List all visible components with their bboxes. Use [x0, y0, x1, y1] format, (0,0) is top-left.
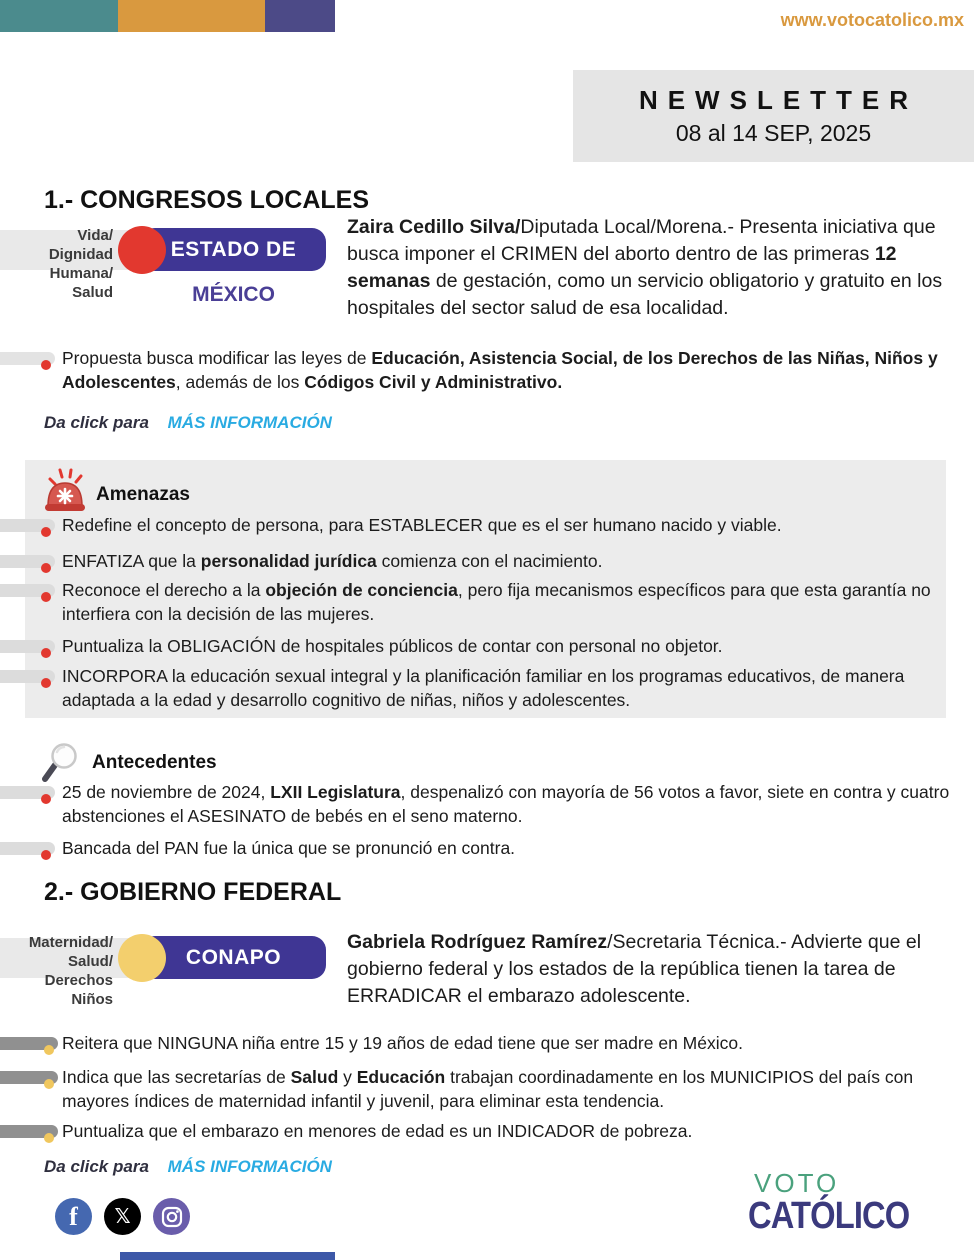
bullet-text: Puntualiza la OBLIGACIÓN de hospitales públicos de contar con personal no objetor.	[62, 636, 723, 656]
tag-line: Humana/	[49, 265, 113, 282]
voto-catolico-logo	[748, 1168, 948, 1238]
bullet-bar	[0, 640, 55, 653]
bullet-bar	[0, 842, 55, 855]
top-bar-purple	[265, 0, 335, 32]
newsletter-header-box	[573, 70, 974, 162]
tag-line: Dignidad	[48, 246, 113, 263]
bullet-text: Redefine el concepto de persona, para ESTABLECER que es el ser humano nacido y viable.	[62, 515, 782, 535]
bullet-bar	[0, 670, 55, 683]
red-dot-icon	[41, 360, 51, 370]
red-dot-icon	[41, 592, 51, 602]
red-dot-icon	[41, 850, 51, 860]
red-dot-icon	[41, 794, 51, 804]
estado-de-mexico-badge: ESTADO DE	[141, 228, 326, 271]
yellow-dot-icon	[44, 1133, 54, 1143]
tag-line: Maternidad/	[28, 934, 113, 951]
site-url-link[interactable]: www.votocatolico.mx	[780, 10, 964, 30]
section1-bullet	[0, 346, 952, 394]
bullet-text: Puntualiza que el embarazo en menores de edad es un INDICADOR de pobreza.	[62, 1121, 693, 1141]
section1-title: 1.- CONGRESOS LOCALES	[44, 186, 370, 214]
amenazas-bullet	[0, 549, 952, 573]
newsletter-title: NEWSLETTER	[638, 85, 919, 115]
section2-bullet	[0, 1065, 952, 1113]
more-info-link[interactable]: MÁS INFORMACIÓN	[167, 1157, 332, 1176]
red-dot-icon	[41, 678, 51, 688]
amenazas-bullet	[0, 634, 952, 658]
estado-de-mexico-badge-sub: MÉXICO	[192, 283, 275, 306]
bullet-bar	[0, 352, 55, 365]
tag-line: Salud/	[67, 953, 113, 970]
facebook-icon[interactable]: f	[55, 1198, 92, 1235]
bullet-text: 25 de noviembre de 2024, LXII Legislatura, despenalizó con mayoría de 56 votos a favor, siete en contra y cuatro abstenciones el ASESINATO de bebés en el seno materno.	[62, 782, 950, 826]
tag-line: Niños	[71, 991, 113, 1008]
click-prefix: Da click para	[44, 1157, 149, 1176]
tag-line: Salud	[72, 284, 113, 301]
section2-bullet	[0, 1119, 952, 1143]
red-dot-icon	[41, 563, 51, 573]
yellow-dot-icon	[44, 1045, 54, 1055]
bullet-text: Reconoce el derecho a la objeción de conciencia, pero fija mecanismos específicos para que esta garantía no interfiera con la decisión de las mujeres.	[62, 580, 931, 624]
section1-tags	[0, 226, 113, 302]
click-prefix: Da click para	[44, 413, 149, 432]
bullet-bar	[0, 786, 55, 799]
bullet-text: Bancada del PAN fue la única que se pronunció en contra.	[62, 838, 516, 858]
more-info-link[interactable]: MÁS INFORMACIÓN	[167, 413, 332, 432]
bullet-text: INCORPORA la educación sexual integral y la planificación familiar en los programas educativos, de manera adaptada a la edad y desarrollo cognitivo de niñas, niños y adolescentes.	[62, 666, 905, 710]
bullet-bar	[0, 555, 55, 568]
bullet-text: Reitera que NINGUNA niña entre 15 y 19 años de edad tiene que ser madre en México.	[62, 1033, 743, 1053]
bullet-bar	[0, 1125, 58, 1138]
top-bar-teal	[0, 0, 118, 32]
conapo-badge: CONAPO	[141, 936, 326, 979]
tag-line: Vida/	[77, 227, 113, 244]
section2-tags	[0, 933, 113, 1009]
logo-catolico: CATÓLICO	[748, 1195, 910, 1237]
bullet-bar	[0, 584, 55, 597]
antecedentes-bullet	[0, 780, 952, 828]
section2-bullet	[0, 1031, 952, 1055]
red-circle-icon	[118, 226, 166, 274]
amenazas-bullet	[0, 578, 952, 626]
section2-more-info	[44, 1157, 332, 1177]
section1-more-info	[44, 413, 332, 433]
top-bar-orange	[118, 0, 265, 32]
amenazas-bullet	[0, 664, 952, 712]
section2-lead-paragraph: Gabriela Rodríguez Ramírez/Secretaria Técnica.- Advierte que el gobierno federal y los estados de la república tienen la tarea de ERRADICAR el embarazo adolescente.	[347, 931, 922, 1007]
red-dot-icon	[41, 648, 51, 658]
bullet-text: Propuesta busca modificar las leyes de Educación, Asistencia Social, de los Derechos de las Niñas, Niños y Adolescentes, además de los Códigos Civil y Administrativo.	[62, 348, 938, 392]
bullet-text: Indica que las secretarías de Salud y Educación trabajan coordinadamente en los MUNICIPIOS del país con mayores índices de maternidad infantil y juvenil, para eliminar esta tendencia.	[62, 1067, 914, 1111]
yellow-circle-icon	[118, 934, 166, 982]
bullet-bar	[0, 1037, 58, 1050]
yellow-dot-icon	[44, 1079, 54, 1089]
bullet-bar	[0, 1071, 58, 1084]
newsletter-date: 08 al 14 SEP, 2025	[675, 120, 872, 146]
amenazas-bullet	[0, 513, 952, 537]
antecedentes-title: Antecedentes	[92, 752, 217, 773]
x-twitter-icon[interactable]: 𝕏	[104, 1198, 141, 1235]
siren-icon	[40, 466, 90, 512]
instagram-icon[interactable]	[153, 1198, 190, 1235]
social-icons	[55, 1198, 190, 1235]
bullet-bar	[0, 519, 55, 532]
bottom-bar-blue	[120, 1252, 335, 1260]
section1-lead-paragraph: Zaira Cedillo Silva/Diputada Local/Morena.- Presenta iniciativa que busca imponer el CRIMEN del aborto dentro de las primeras 12 semanas de gestación, como un servicio obligatorio y gratuito en los hospitales del sector salud de esa localidad.	[347, 216, 943, 319]
antecedentes-bullet	[0, 836, 952, 860]
amenazas-title: Amenazas	[96, 484, 190, 505]
red-dot-icon	[41, 527, 51, 537]
bullet-text: ENFATIZA que la personalidad jurídica comienza con el nacimiento.	[62, 551, 603, 571]
logo-voto: VOTO	[754, 1168, 840, 1198]
section2-title: 2.- GOBIERNO FEDERAL	[44, 878, 342, 906]
tag-line: Derechos	[44, 972, 113, 989]
